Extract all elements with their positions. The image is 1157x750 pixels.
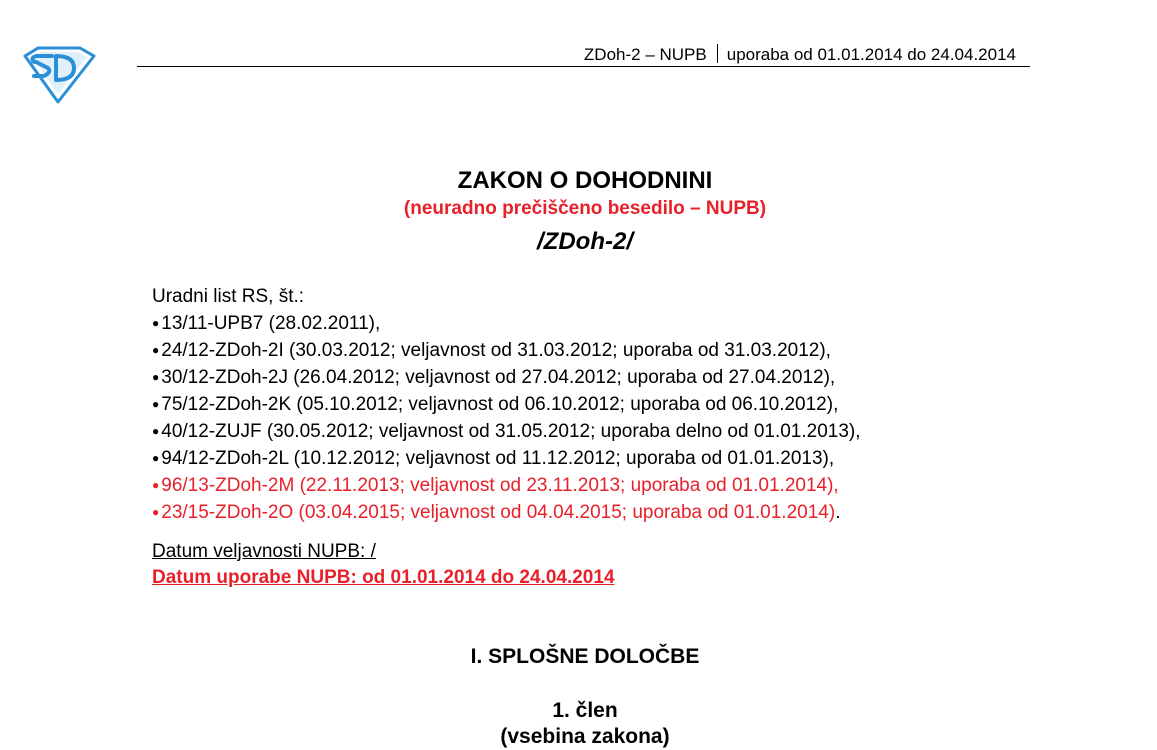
gazette-entry-current: ● 96/13-ZDoh-2M (22.11.2013; veljavnost od 23.11.2013; uporaba od 01.01.2014), <box>152 475 839 496</box>
bullet-icon: ● <box>152 505 160 519</box>
document-title: ZAKON O DOHODNINI <box>457 167 713 194</box>
gazette-entry-current: ● 23/15-ZDoh-2O (03.04.2015; veljavnost od 04.04.2015; uporaba od 01.01.2014). <box>152 502 841 523</box>
bullet-icon: ● <box>152 478 160 492</box>
header-usage-period: uporaba od 01.01.2014 do 24.04.2014 <box>726 45 1016 64</box>
article-heading: 1. člen <box>552 699 618 722</box>
bullet-icon: ● <box>152 451 160 465</box>
chapter-heading: I. SPLOŠNE DOLOČBE <box>470 645 700 668</box>
header-text <box>584 44 1016 66</box>
header-separator <box>717 44 718 63</box>
gazette-entry: ● 75/12-ZDoh-2K (05.10.2012; veljavnost od 06.10.2012; uporaba od 06.10.2012), <box>152 394 839 415</box>
gazette-entry-list <box>152 310 861 526</box>
article-title: (vsebina zakona) <box>500 725 670 748</box>
validity-date: Datum veljavnosti NUPB: / <box>152 541 376 562</box>
header-document-code: ZDoh-2 – NUPB <box>583 45 707 64</box>
gazette-entry: ● 94/12-ZDoh-2L (10.12.2012; veljavnost od 11.12.2012; uporaba od 01.01.2013), <box>152 448 835 469</box>
bullet-icon: ● <box>152 343 160 357</box>
running-header <box>137 44 1030 67</box>
bullet-icon: ● <box>152 424 160 438</box>
usage-date: Datum uporabe NUPB: od 01.01.2014 do 24.04.2014 <box>152 567 615 588</box>
bullet-icon: ● <box>152 316 160 330</box>
gazette-entry: ● 40/12-ZUJF (30.05.2012; veljavnost od 31.05.2012; uporaba delno od 01.01.2013), <box>152 421 861 442</box>
gazette-entry: ● 13/11-UPB7 (28.02.2011), <box>152 313 381 334</box>
document-abbreviation: /ZDoh-2/ <box>537 228 633 255</box>
gazette-entry: ● 30/12-ZDoh-2J (26.04.2012; veljavnost od 27.04.2012; uporaba od 27.04.2012), <box>152 367 836 388</box>
gazette-heading: Uradni list RS, št.: <box>152 286 305 307</box>
publisher-logo <box>22 46 96 104</box>
bullet-icon: ● <box>152 397 160 411</box>
nupb-dates <box>152 539 615 591</box>
document-subtitle: (neuradno prečiščeno besedilo – NUPB) <box>403 198 767 219</box>
bullet-icon: ● <box>152 370 160 384</box>
gazette-entry: ● 24/12-ZDoh-2I (30.03.2012; veljavnost od 31.03.2012; uporaba od 31.03.2012), <box>152 340 831 361</box>
gazette-references <box>152 283 861 526</box>
